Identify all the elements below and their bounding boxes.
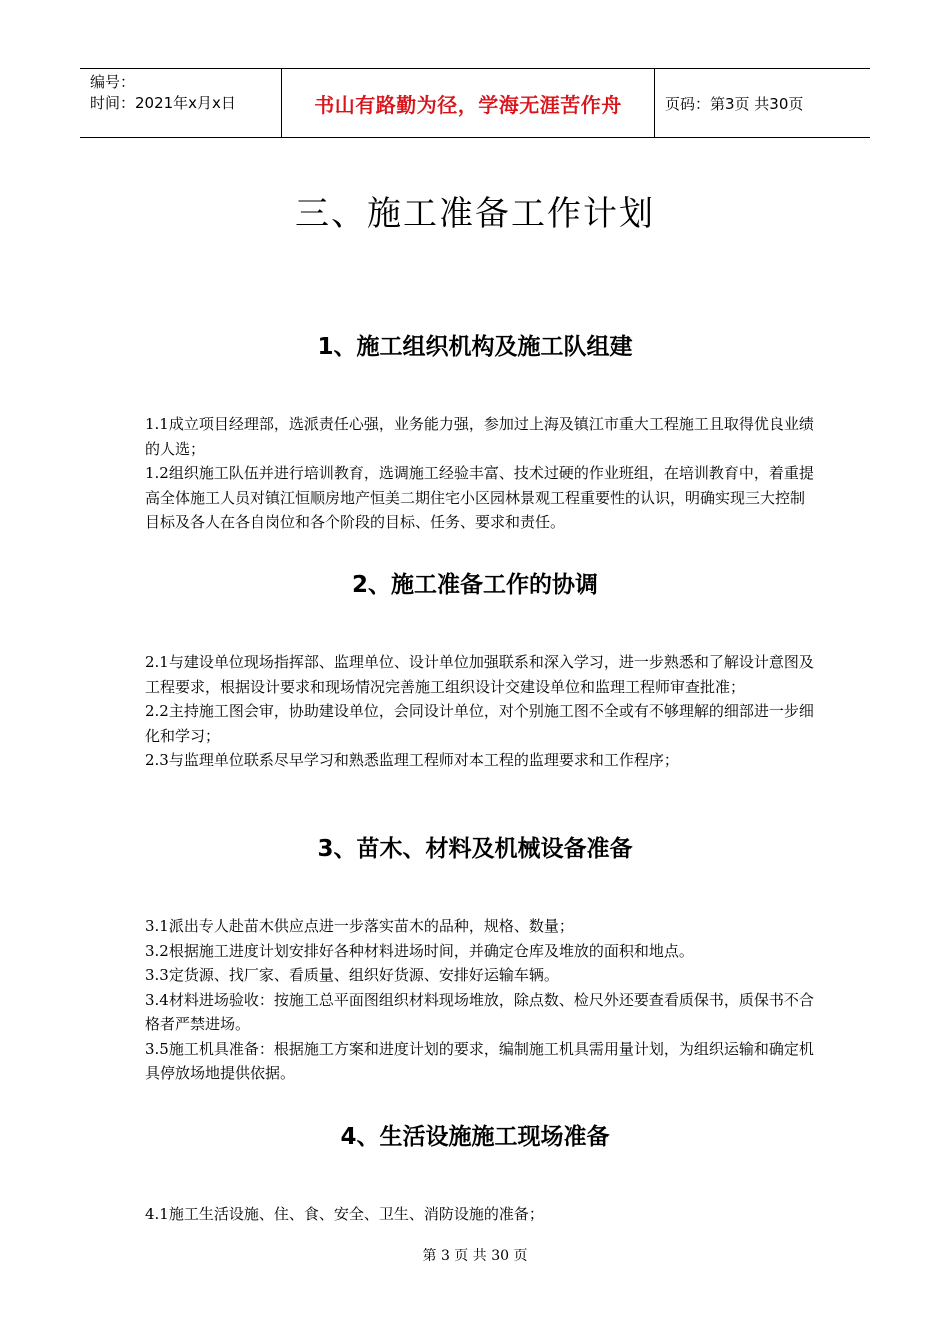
paragraph: 3.2根据施工进度计划安排好各种材料进场时间，并确定仓库及堆放的面积和地点。 xyxy=(145,941,694,960)
section-heading: 2、施工准备工作的协调 xyxy=(351,572,598,598)
header-page-info: 页码：第3页 共30页 xyxy=(665,94,804,113)
header-motto-cell xyxy=(282,69,655,137)
section-4-body xyxy=(145,1202,815,1227)
paragraph: 1.2组织施工队伍并进行培训教育，选调施工经验丰富、技术过硬的作业班组，在培训教育中，着重提高全体施工人员对镇江恒顺房地产恒美二期住宅小区园林景观工程重要性的认识，明确实现三大控制目标及各人在各自岗位和各个阶段的目标、任务、要求和责任。 xyxy=(145,464,814,531)
paragraph: 2.1与建设单位现场指挥部、监理单位、设计单位加强联系和深入学习，进一步熟悉和了解设计意图及工程要求，根据设计要求和现场情况完善施工组织设计交建设单位和监理工程师审查批准； xyxy=(145,653,814,696)
paragraph: 3.3定货源、找厂家、看质量、组织好货源、安排好运输车辆。 xyxy=(145,966,559,984)
paragraph: 2.2主持施工图会审，协助建设单位，会同设计单位，对个别施工图不全或有不够理解的细部进一步细化和学习； xyxy=(145,702,814,745)
section-heading: 3、苗木、材料及机械设备准备 xyxy=(317,836,633,862)
section-2-body xyxy=(145,650,815,773)
paragraph: 2.3与监理单位联系尽早学习和熟悉监理工程师对本工程的监理要求和工作程序； xyxy=(145,751,679,769)
page-footer: 第 3 页 共 30 页 xyxy=(422,1248,528,1264)
section-3 xyxy=(0,830,950,863)
paragraph: 4.1施工生活设施、住、食、安全、卫生、消防设施的准备； xyxy=(145,1205,544,1223)
paragraph: 3.5施工机具准备：根据施工方案和进度计划的要求，编制施工机具需用量计划，为组织运输和确定机具停放场地提供依据。 xyxy=(145,1039,814,1082)
section-heading: 4、生活设施施工现场准备 xyxy=(340,1124,610,1150)
section-3-body xyxy=(145,914,815,1086)
paragraph: 1.1成立项目经理部，选派责任心强，业务能力强，参加过上海及镇江市重大工程施工且取得优良业绩的人选； xyxy=(145,415,814,458)
section-4 xyxy=(0,1118,950,1151)
header-meta xyxy=(80,69,282,137)
paragraph: 3.4材料进场验收：按施工总平面图组织材料现场堆放，除点数、检尺外还要查看质保书，质保书不合格者严禁进场。 xyxy=(145,990,814,1033)
paragraph: 3.1派出专人赴苗木供应点进一步落实苗木的品种，规格、数量； xyxy=(145,917,574,935)
section-1-body xyxy=(145,412,815,535)
page-header xyxy=(80,68,870,138)
code-label: 编号： xyxy=(90,73,136,91)
section-2 xyxy=(0,566,950,599)
date-line: 时间：2021年x月x日 xyxy=(90,94,236,112)
document-title: 三、施工准备工作计划 xyxy=(295,194,655,234)
section-1 xyxy=(0,328,950,361)
section-heading: 1、施工组织机构及施工队组建 xyxy=(317,334,633,360)
header-motto: 书山有路勤为径，学海无涯苦作舟 xyxy=(314,92,622,117)
